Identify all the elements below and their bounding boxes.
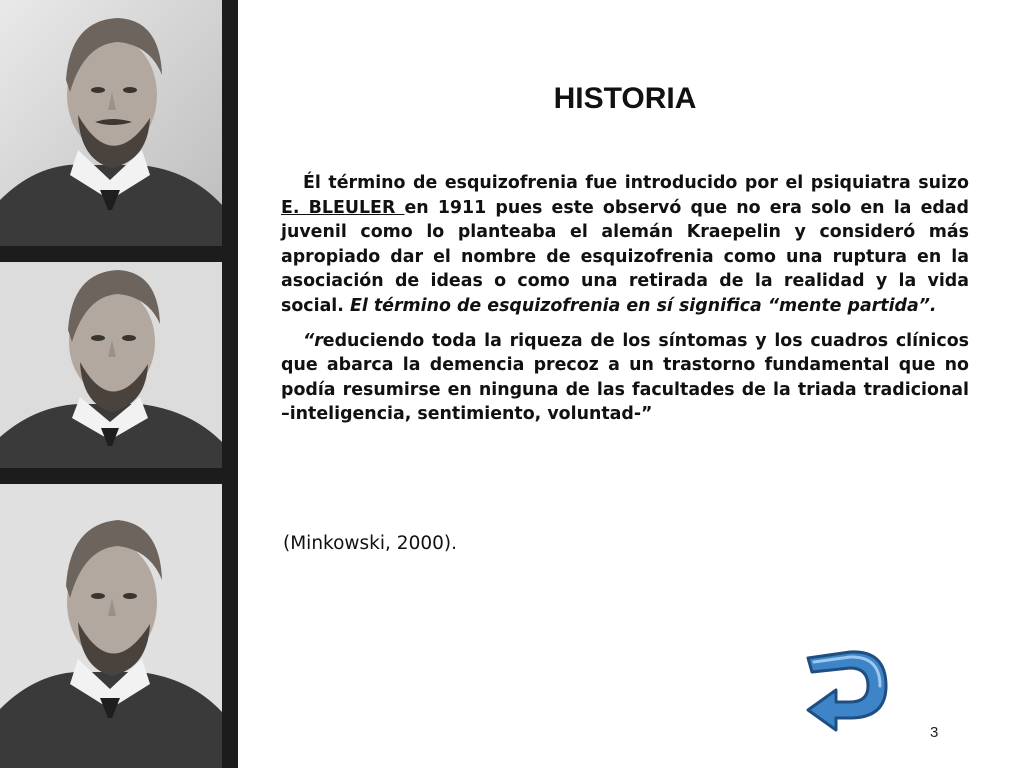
citation: (Minkowski, 2000).	[283, 533, 457, 554]
return-arrow-icon	[802, 644, 894, 734]
portrait-photo-bottom	[0, 484, 222, 768]
portrait-strip	[0, 0, 238, 768]
quote-open: “r	[303, 330, 323, 351]
body-paragraph-2	[281, 329, 969, 427]
bleuler-name: E. BLEULER	[281, 197, 405, 218]
body-paragraph-1	[281, 171, 969, 319]
portrait-photo-middle	[0, 262, 222, 468]
slide-title: HISTORIA	[553, 82, 697, 115]
paragraph-1-middle: en 1911 pues este observó que no era solo en la edad juvenil como lo planteaba el alemán Kraepelin y consideró más apropiado dar el nombre de esquizofrenia como una ruptura en la asociación de ideas o como una retirada de la realidad y la vida social.	[281, 197, 969, 316]
slide-body	[281, 171, 969, 427]
portrait-photo-top	[0, 0, 222, 246]
quote-rest: educiendo toda la riqueza de los síntomas y los cuadros clínicos que abarca la demencia precoz a un trastorno fundamental que no podía resumirse en ninguna de las facultades de la triada tradicional –inteligencia, sentimiento, voluntad-”	[281, 330, 969, 425]
page-number: 3	[930, 724, 939, 741]
paragraph-1-intro: Él término de esquizofrenia fue introducido por el psiquiatra suizo	[303, 173, 969, 193]
paragraph-1-emphasis: El término de esquizofrenia en sí significa “mente partida”.	[349, 295, 937, 316]
return-button[interactable]	[802, 644, 894, 734]
